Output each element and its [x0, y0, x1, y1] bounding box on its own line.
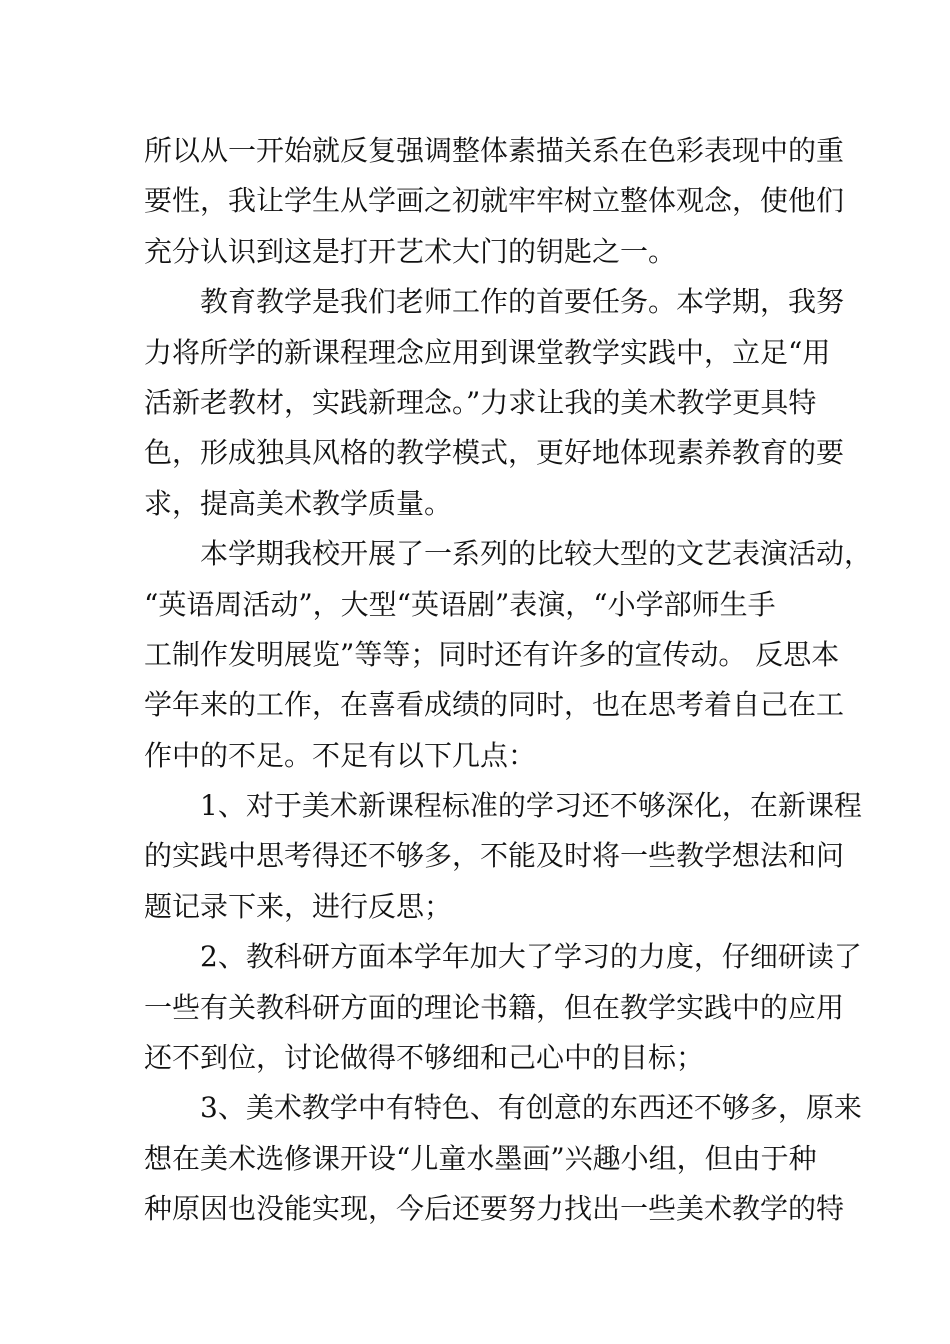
text-line: 色，形成独具风格的教学模式，更好地体现素养教育的要	[144, 436, 845, 470]
text-line: 工制作发明展览”等等；同时还有许多的宣传动。 反思本	[144, 637, 840, 671]
text-line: 题记录下来，进行反思；	[144, 889, 453, 923]
text-line: 所以从一开始就反复强调整体素描关系在色彩表现中的重	[144, 134, 845, 167]
text-line: “英语周活动”，大型“英语剧”表演，“小学部师生手	[144, 587, 776, 621]
paragraph-first-line: 本学期我校开展了一系列的比较大型的文艺表演活动，	[200, 537, 873, 571]
text-line: 力将所学的新课程理念应用到课堂教学实践中，立足“用	[144, 335, 831, 369]
text-line: 求，提高美术教学质量。	[144, 486, 453, 520]
text-line: 学年来的工作，在喜看成绩的同时，也在思考着自己在工	[144, 688, 845, 722]
list-item-2-first-line: 2、教科研方面本学年加大了学习的力度，仔细研读了	[200, 940, 862, 974]
text-line: 的实践中思考得还不够多，不能及时将一些教学想法和问	[144, 839, 845, 873]
text-line: 种原因也没能实现，今后还要努力找出一些美术教学的特	[144, 1192, 845, 1226]
list-item-3-first-line: 3、美术教学中有特色、有创意的东西还不够多，原来	[200, 1091, 862, 1125]
document-body	[144, 126, 873, 1235]
text-line: 作中的不足。不足有以下几点：	[144, 738, 537, 772]
list-item-1-first-line: 1、对于美术新课程标准的学习还不够深化，在新课程	[200, 789, 862, 823]
text-line: 活新老教材，实践新理念。”力求让我的美术教学更具特	[144, 385, 817, 419]
text-line: 要性，我让学生从学画之初就牢牢树立整体观念，使他们	[144, 184, 845, 218]
text-line: 还不到位，讨论做得不够细和己心中的目标；	[144, 1041, 705, 1075]
paragraph-first-line: 教育教学是我们老师工作的首要任务。本学期，我努	[200, 285, 845, 319]
text-line: 一些有关教科研方面的理论书籍，但在教学实践中的应用	[144, 990, 845, 1024]
text-line: 充分认识到这是打开艺术大门的钥匙之一。	[144, 234, 677, 268]
text-line: 想在美术选修课开设“儿童水墨画”兴趣小组，但由于种	[144, 1141, 817, 1175]
